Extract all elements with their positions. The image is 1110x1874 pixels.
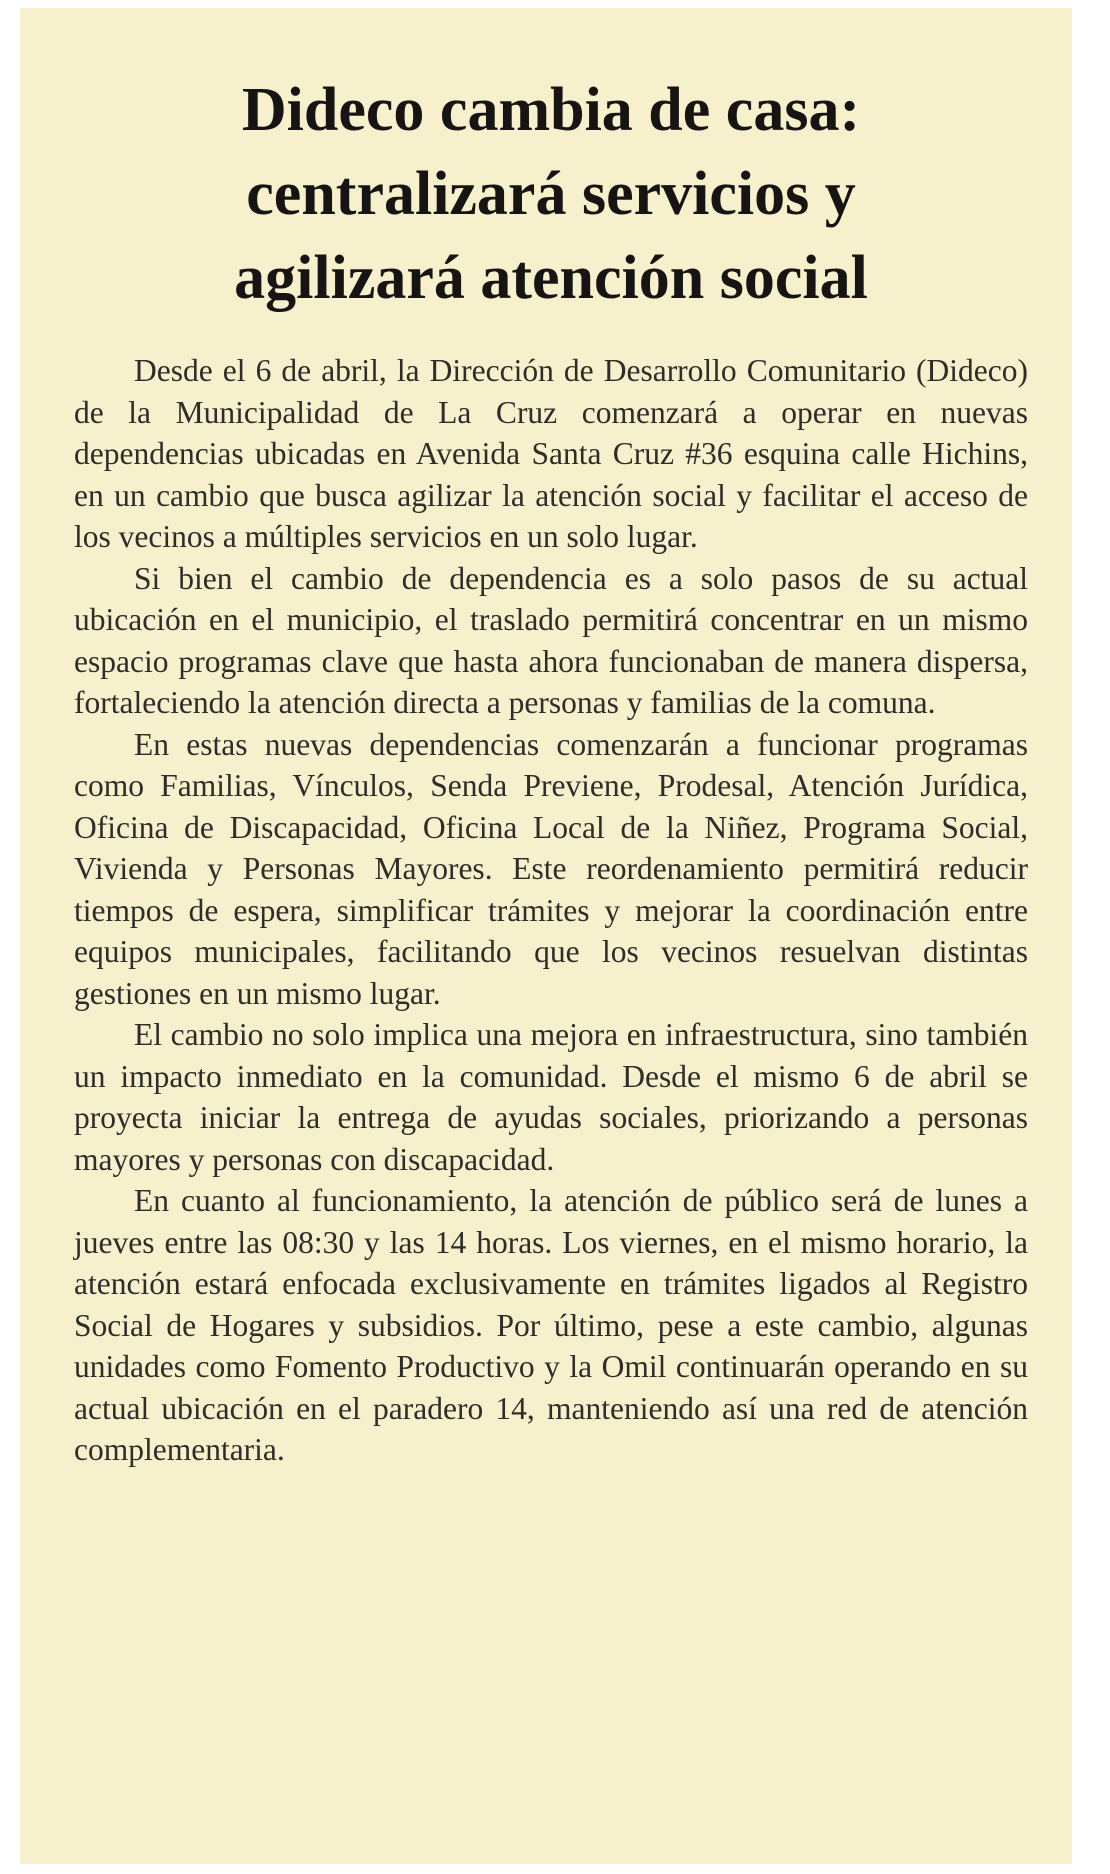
paragraph-5: En cuanto al funcionamiento, la atención de público será de lunes a jueves entre las 08:30 y las 14 horas. Los viernes, en el mismo horario, la atención estará enfocada exclusivamente en trámites ligados al Registro Social de Hogares y subsidios. Por último, pese a este cambio, algunas unidades como Fomento Productivo y la Omil continuarán operando en su actual ubicación en el paradero 14, manteniendo así una red de atención complementaria. bbox=[74, 1183, 1028, 1467]
headline bbox=[74, 68, 1028, 320]
paragraph-3: En estas nuevas dependencias comenzarán a funcionar programas como Familias, Vínculos, Senda Previene, Prodesal, Atención Jurídica, Oficina de Discapacidad, Oficina Local de la Niñez, Programa Social, Vivienda y Personas Mayores. Este reordenamiento permitirá reducir tiempos de espera, simplificar trámites y mejorar la coordinación entre equipos municipales, facilitando que los vecinos resuelvan distintas gestiones en un mismo lugar. bbox=[74, 726, 1028, 1011]
headline-line-3: agilizará atención social bbox=[234, 244, 868, 312]
paragraph-1: Desde el 6 de abril, la Dirección de Desarrollo Comunitario (Dideco) de la Municipalidad de La Cruz comenzará a operar en nuevas dependencias ubicadas en Avenida Santa Cruz #36 esquina calle Hichins, en un cambio que busca agilizar la atención social y facilitar el acceso de los vecinos a múltiples servicios en un solo lugar. bbox=[74, 353, 1028, 554]
article-body bbox=[74, 350, 1028, 1471]
paragraph-2: Si bien el cambio de dependencia es a solo pasos de su actual ubicación en el municipio, el traslado permitirá concentrar en un mismo espacio programas clave que hasta ahora funcionaban de manera dispersa, fortaleciendo la atención directa a personas y familias de la comuna. bbox=[74, 560, 1028, 720]
paragraph-4: El cambio no solo implica una mejora en infraestructura, sino también un impacto inmediato en la comunidad. Desde el mismo 6 de abril se proyecta iniciar la entrega de ayudas sociales, priorizando a personas mayores y personas con discapacidad. bbox=[74, 1017, 1028, 1177]
headline-line-2: centralizará servicios y bbox=[246, 160, 856, 228]
news-clipping bbox=[20, 8, 1072, 1864]
headline-line-1: Dideco cambia de casa: bbox=[241, 76, 861, 144]
